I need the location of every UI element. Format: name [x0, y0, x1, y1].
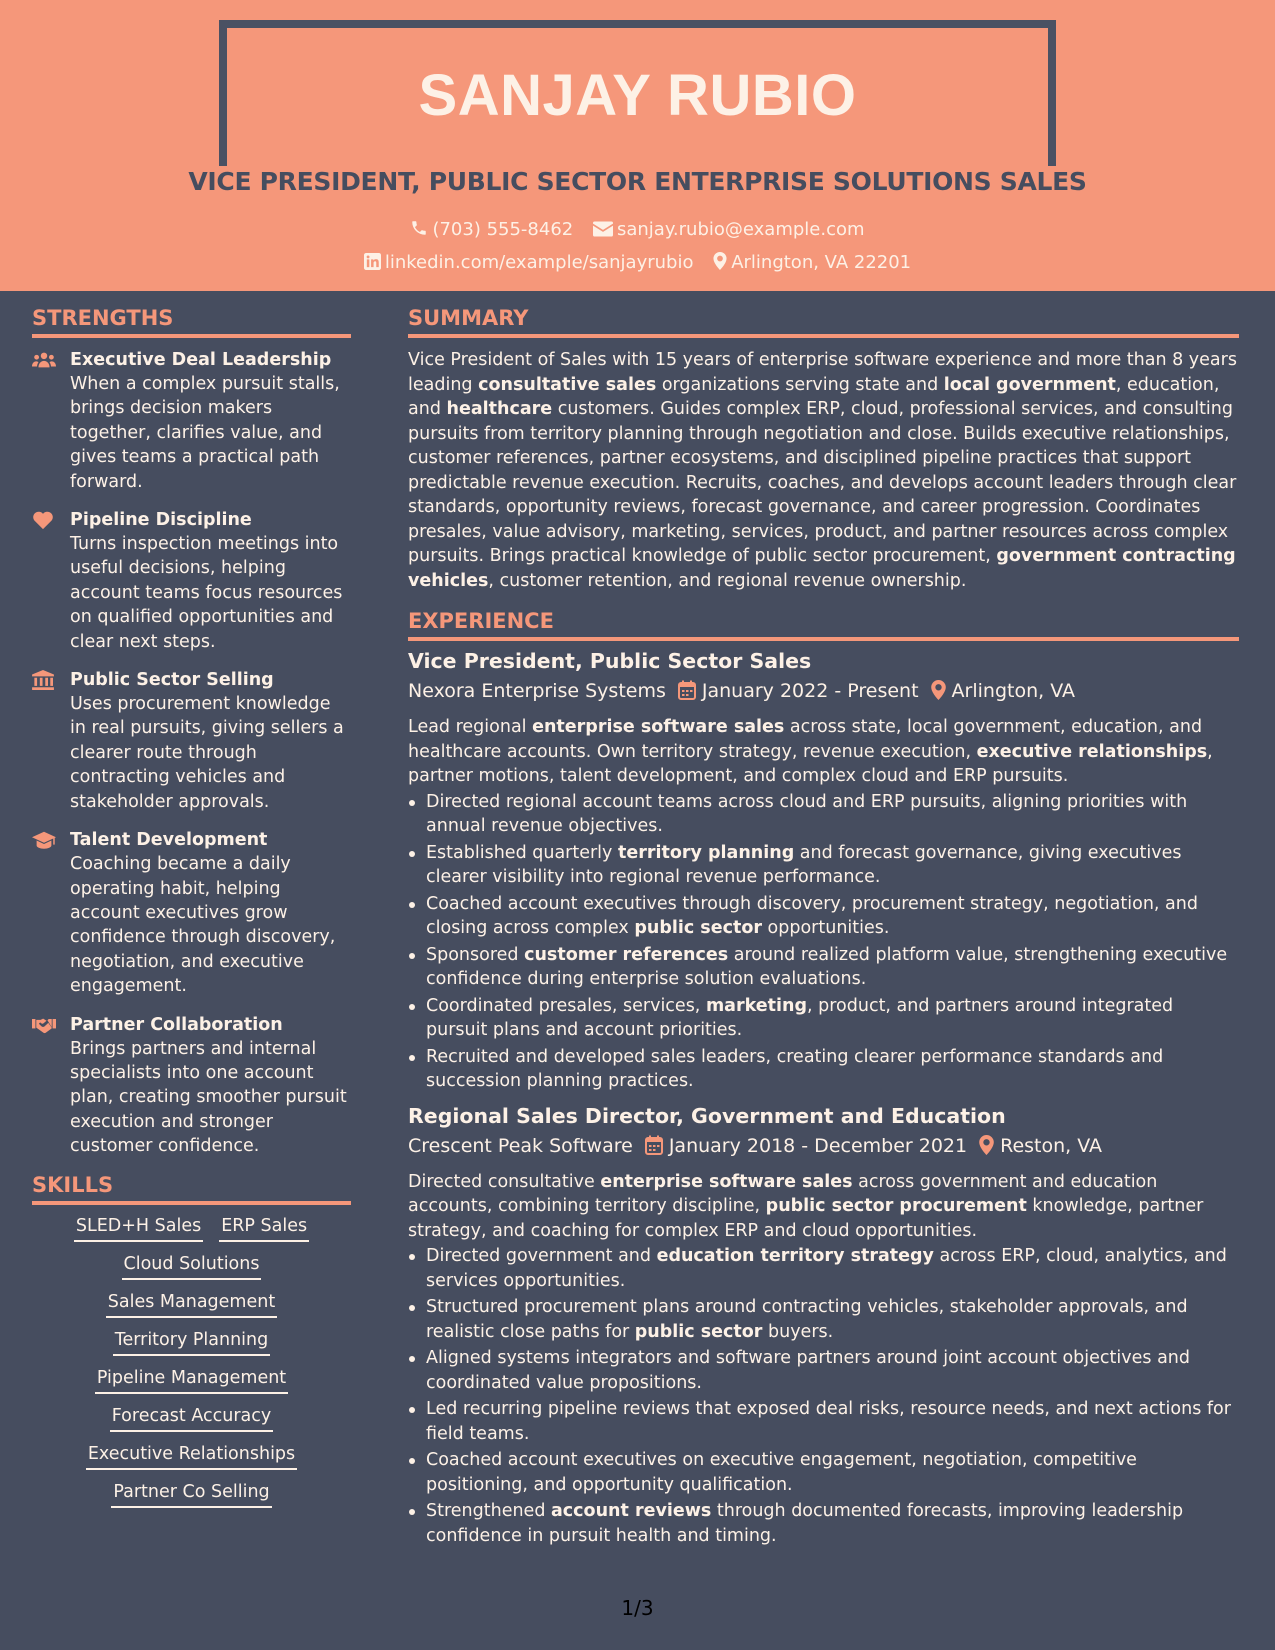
job-meta	[408, 1133, 1239, 1162]
strength-description: Coaching became a daily operating habit, helping account executives grow confidence through discovery, negotiation, and executive engagement.	[70, 854, 336, 997]
linkedin-icon	[364, 253, 381, 270]
emphasis-text: public sector procurement	[765, 1196, 1027, 1216]
strength-description: Uses procurement knowledge in real pursuits, giving sellers a clearer route through contracting vehicles and stakeholder approvals.	[70, 694, 344, 812]
email-contact[interactable]	[593, 219, 865, 240]
emphasis-text: local government	[943, 374, 1116, 395]
emphasis-text: marketing	[705, 995, 807, 1016]
skill-tag: Sales Management	[106, 1291, 277, 1318]
map-pin-icon	[713, 252, 727, 270]
skill-tag: Partner Co Selling	[111, 1481, 271, 1508]
skill-row	[32, 1215, 351, 1242]
candidate-title: VICE PRESIDENT, PUBLIC SECTOR ENTERPRISE SOLUTIONS SALES	[188, 167, 1087, 196]
job-entry	[408, 647, 1239, 1094]
phone-icon	[410, 219, 428, 237]
skill-row	[32, 1481, 351, 1508]
candidate-name: SANJAY RUBIO	[418, 63, 857, 128]
skill-row	[32, 1253, 351, 1280]
strength-title: Executive Deal Leadership	[70, 350, 332, 370]
emphasis-text: public sector	[634, 1321, 763, 1342]
handshake-icon	[32, 1015, 56, 1035]
bullet-item: Coordinated presales, services, marketing, product, and partners around integrated pursuit plans and account priorities.	[408, 994, 1239, 1043]
bullet-item: Structured procurement plans around contracting vehicles, stakeholder approvals, and realistic close paths for public sector buyers.	[408, 1295, 1239, 1344]
bullet-item: Coached account executives on executive engagement, negotiation, competitive positioning, and opportunity qualification.	[408, 1448, 1239, 1497]
location-contact	[713, 252, 911, 273]
emphasis-text: executive relationships	[976, 741, 1208, 762]
strength-description: Brings partners and internal specialists into one account plan, creating smoother pursuit execution and stronger customer confidence.	[70, 1038, 347, 1157]
envelope-icon	[593, 221, 613, 237]
map-pin-icon	[931, 680, 946, 707]
bullet-item: Directed regional account teams across cloud and ERP pursuits, aligning priorities with annual revenue objectives.	[408, 790, 1239, 839]
job-location: Arlington, VA	[951, 680, 1075, 702]
right-column	[408, 306, 1239, 1550]
strength-description: When a complex pursuit stalls, brings decision makers together, clarifies value, and gives teams a practical path forward.	[70, 374, 340, 492]
emphasis-text: customer references	[524, 944, 729, 965]
job-location: Reston, VA	[1000, 1134, 1103, 1157]
company-name: Nexora Enterprise Systems	[408, 680, 666, 702]
phone-text: (703) 555-8462	[432, 219, 574, 240]
email-text: sanjay.rubio@example.com	[616, 219, 865, 240]
bullet-item: Strengthened account reviews through documented forecasts, improving leadership confidence in pursuit health and timing.	[408, 1499, 1239, 1548]
skill-tag: Pipeline Management	[95, 1367, 288, 1394]
skill-row	[32, 1291, 351, 1318]
skill-row	[32, 1329, 351, 1356]
strength-item	[32, 508, 351, 654]
job-intro: Lead regional enterprise software sales across state, local government, education, and healthcare accounts. Own territory strategy, revenue execution, executive relationships, partner motions, talent development, and complex cloud and ERP pursuits.	[408, 717, 1213, 786]
heart-icon	[32, 510, 56, 530]
left-column	[32, 306, 351, 1519]
bullet-item: Aligned systems integrators and software partners around joint account objectives and coordinated value propositions.	[408, 1346, 1239, 1395]
skill-tag: Territory Planning	[113, 1329, 271, 1356]
skill-tag: ERP Sales	[219, 1215, 309, 1242]
experience-heading: EXPERIENCE	[408, 609, 1239, 641]
skill-tag: Executive Relationships	[86, 1443, 297, 1470]
calendar-icon	[678, 680, 696, 707]
linkedin-contact[interactable]	[364, 252, 694, 273]
skill-tag: Forecast Accuracy	[110, 1405, 274, 1432]
bullet-item: Led recurring pipeline reviews that exposed deal risks, resource needs, and next actions for field teams.	[408, 1397, 1239, 1446]
job-bullets	[408, 1244, 1239, 1548]
strengths-list	[32, 348, 351, 1159]
emphasis-text: education territory strategy	[656, 1246, 934, 1266]
bullet-item: Established quarterly territory planning and forecast governance, giving executives clearer visibility into regional revenue performance.	[408, 841, 1239, 890]
job-title: Vice President, Public Sector Sales	[408, 649, 812, 673]
bullet-item: Recruited and developed sales leaders, creating clearer performance standards and succession planning practices.	[408, 1045, 1239, 1094]
strength-title: Pipeline Discipline	[70, 510, 252, 531]
company-name: Crescent Peak Software	[408, 1134, 633, 1157]
skills-heading: SKILLS	[32, 1173, 351, 1205]
map-pin-icon	[979, 1135, 994, 1162]
job-entry	[408, 1102, 1239, 1549]
bullet-item: Coached account executives through discovery, procurement strategy, negotiation, and closing across complex public sector opportunities.	[408, 892, 1239, 941]
strength-title: Partner Collaboration	[70, 1014, 283, 1035]
page-indicator: 1/3	[621, 1596, 654, 1620]
experience-list	[408, 647, 1239, 1548]
landmark-icon	[32, 670, 56, 690]
emphasis-text: consultative sales	[478, 374, 657, 395]
emphasis-text: enterprise software sales	[600, 1171, 853, 1192]
strength-item	[32, 668, 351, 814]
strength-description: Turns inspection meetings into useful decisions, helping account teams focus resources on qualified opportunities and clear next steps.	[70, 534, 343, 652]
emphasis-text: enterprise software sales	[532, 717, 785, 737]
skill-tag: SLED+H Sales	[74, 1215, 203, 1242]
strength-item	[32, 348, 351, 494]
job-meta	[408, 678, 1239, 707]
emphasis-text: account reviews	[551, 1501, 712, 1521]
job-intro: Directed consultative enterprise software sales across government and education accounts, combining territory discipline, public sector procurement knowledge, partner strategy, and coaching for complex ERP and cloud opportunities.	[408, 1171, 1204, 1241]
strengths-heading: STRENGTHS	[32, 306, 351, 338]
summary-heading: SUMMARY	[408, 306, 1239, 338]
job-title: Regional Sales Director, Government and Education	[408, 1103, 1006, 1128]
emphasis-text: government contracting vehicles	[408, 546, 1236, 591]
bullet-item: Directed government and education territory strategy across ERP, cloud, analytics, and services opportunities.	[408, 1244, 1239, 1293]
strength-item	[32, 828, 351, 998]
graduation-cap-icon	[32, 830, 56, 850]
emphasis-text: healthcare	[446, 399, 553, 419]
bullet-item: Sponsored customer references around realized platform value, strengthening executive confidence during enterprise solution evaluations.	[408, 943, 1239, 992]
strength-title: Talent Development	[70, 830, 268, 851]
emphasis-text: public sector	[634, 918, 762, 938]
contact-row-2	[0, 252, 1275, 273]
skill-row	[32, 1405, 351, 1432]
job-dates: January 2022 - Present	[701, 680, 919, 702]
location-text: Arlington, VA 22201	[731, 252, 912, 273]
skills-list	[32, 1215, 351, 1508]
linkedin-text: linkedin.com/example/sanjayrubio	[384, 252, 694, 273]
users-icon	[32, 350, 56, 370]
skill-tag: Cloud Solutions	[122, 1253, 262, 1280]
job-bullets	[408, 790, 1239, 1094]
emphasis-text: territory planning	[617, 842, 795, 863]
strength-title: Public Sector Selling	[70, 670, 274, 691]
skill-row	[32, 1367, 351, 1394]
strength-item	[32, 1013, 351, 1159]
calendar-icon	[645, 1135, 663, 1162]
job-dates: January 2018 - December 2021	[668, 1134, 968, 1157]
phone-contact	[410, 219, 573, 240]
skill-row	[32, 1443, 351, 1470]
summary-text: Vice President of Sales with 15 years of enterprise software experience and more than 8 years leading consultative sales organizations serving state and local government, education, and healthcare customers. Guides complex ERP, cloud, professional services, and consulting pursuits from territory planning through negotiation and close. Builds executive relationships, customer references, partner ecosystems, and disciplined pipeline practices that support predictable revenue execution. Recruits, coaches, and develops account leaders through clear standards, opportunity reviews, forecast governance, and career progression. Coordinates presales, value advisory, marketing, services, product, and partner resources across complex pursuits. Brings practical knowledge of public sector procurement, government contracting vehicles, customer retention, and regional revenue ownership.	[408, 350, 1237, 591]
contact-row-1	[0, 219, 1275, 240]
header-banner	[0, 0, 1275, 291]
